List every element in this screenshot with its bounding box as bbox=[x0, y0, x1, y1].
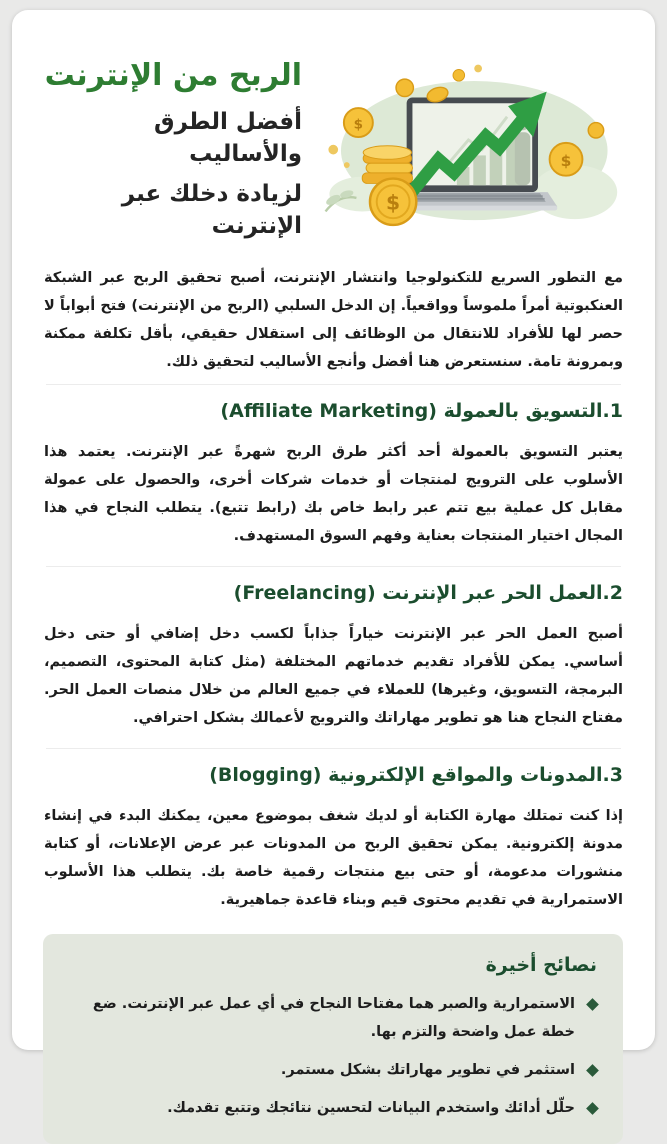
tips-box bbox=[43, 934, 623, 1144]
tip-item bbox=[69, 1094, 597, 1122]
tip-text: استثمر في تطوير مهاراتك بشكل مستمر. bbox=[280, 1062, 575, 1078]
tip-item bbox=[69, 1056, 597, 1084]
section-body: أصبح العمل الحر عبر الإنترنت خياراً جذاباً لكسب دخل إضافي أو حتى دخل أساسي. يمكن للأفراد تقديم خدماتهم المختلفة (مثل كتابة المحتوى، التصميم، البرمجة، التسويق، وغيرها) للعملاء في جميع العالم من خلال منصات العمل الحر. مفتاح النجاح هنا هو تطوير مهاراتك والترويج لأعمالك بشكل احترافي. bbox=[44, 626, 623, 726]
subtitle-line-2: لزيادة دخلك عبر الإنترنت bbox=[121, 181, 302, 239]
diamond-bullet-icon bbox=[586, 998, 599, 1011]
tip-text: حلّل أدائك واستخدم البيانات لتحسين نتائجك وتتبع تقدمك. bbox=[167, 1100, 575, 1116]
main-title: الربح من الإنترنت bbox=[44, 58, 302, 93]
svg-text:$: $ bbox=[386, 190, 401, 215]
section-body: إذا كنت تمتلك مهارة الكتابة أو لديك شغف بموضوع معين، يمكنك البدء في إنشاء مدونة إلكترونية. يمكن تحقيق الربح من المدونات عبر عرض الإعلانات، أو كتابة منشورات مدعومة، أو حتى بيع منتجات رقمية خاصة بك. يتطلب هذا الأسلوب الاستمرارية في تقديم محتوى قيم وبناء قاعدة جماهيرية. bbox=[44, 808, 623, 908]
laptop-growth-coins-illustration-icon bbox=[312, 46, 623, 232]
svg-text:$: $ bbox=[353, 116, 364, 133]
section-blogging bbox=[44, 749, 623, 922]
section-heading: 3.المدونات والمواقع الإلكترونية (Blogging) bbox=[209, 764, 623, 786]
diamond-bullet-icon bbox=[586, 1064, 599, 1077]
section-heading: 2.العمل الحر عبر الإنترنت (Freelancing) bbox=[233, 582, 623, 604]
svg-text:$: $ bbox=[560, 152, 572, 171]
article-header bbox=[44, 46, 623, 250]
section-freelancing bbox=[44, 567, 623, 740]
section-heading: 1.التسويق بالعمولة (Affiliate Marketing) bbox=[220, 400, 623, 422]
tip-item bbox=[69, 990, 597, 1046]
title-block bbox=[44, 46, 302, 250]
tip-text: الاستمرارية والصبر هما مفتاحا النجاح في أي عمل عبر الإنترنت. ضع خطة عمل واضحة والتزم بها. bbox=[92, 996, 575, 1040]
diamond-bullet-icon bbox=[586, 1102, 599, 1115]
subtitle-line-1: أفضل الطرق والأساليب bbox=[154, 109, 302, 167]
tips-heading: نصائح أخيرة bbox=[485, 954, 597, 976]
hero-illustration bbox=[312, 46, 623, 232]
intro-paragraph: مع التطور السريع للتكنولوجيا وانتشار الإنترنت، أصبح تحقيق الربح عبر الشبكة العنكبوتية أمراً ملموساً وواقعياً. إن الدخل السلبي (الربح من الإنترنت) فتح أبواباً لا حصر لها للأفراد للانتقال من الوظائف إلى استقلال حقيقي، بأقل تكلفة ممكنة وبمرونة تامة. سنستعرض هنا أفضل وأنجع الأساليب لتحقيق ذلك. bbox=[44, 270, 623, 370]
section-body: يعتبر التسويق بالعمولة أحد أكثر طرق الربح شهرةً عبر الإنترنت. يعتمد هذا الأسلوب على الترويج لمنتجات أو خدمات شركات أخرى، والحصول على عمولة مقابل كل عملية بيع تتم عبر رابط خاص بك (رابط تتبع). يتطلب النجاح في هذا المجال اختيار المنتجات بعناية وفهم السوق المستهدف. bbox=[44, 444, 623, 544]
article-card bbox=[12, 10, 655, 1116]
section-affiliate-marketing bbox=[44, 385, 623, 558]
